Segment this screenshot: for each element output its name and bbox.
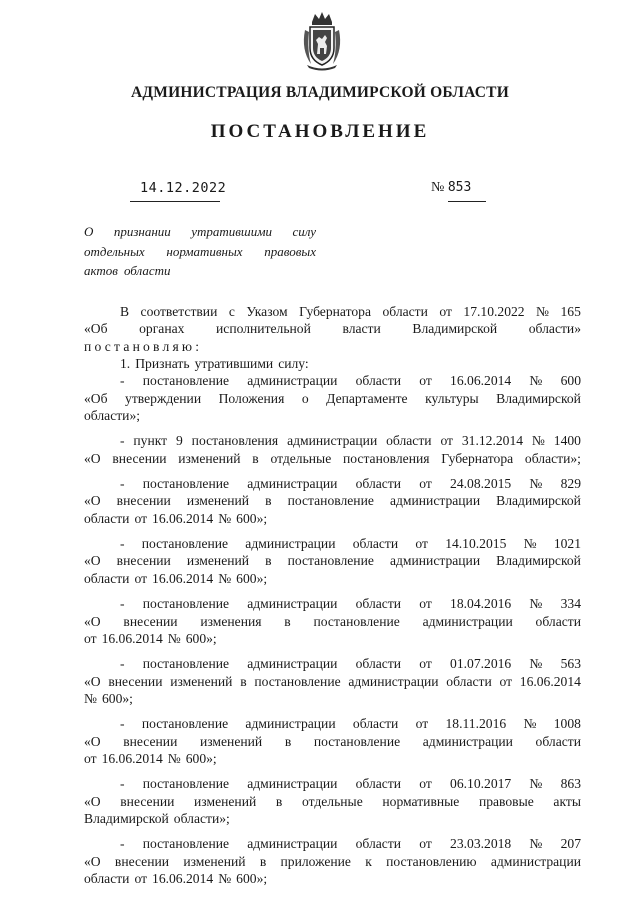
body-line: «О внесении изменений в постановление администрации Владимирской: [84, 553, 581, 569]
organization-name: АДМИНИСТРАЦИЯ ВЛАДИМИРСКОЙ ОБЛАСТИ: [131, 84, 509, 101]
body-line: «Об утверждении Положения о Департаменте культуры Владимирской: [84, 390, 581, 406]
body-line: «О внесении изменений в отдельные нормативные правовые акты: [84, 793, 581, 809]
body-line: № 600»;: [84, 690, 133, 706]
body-line: от 16.06.2014 № 600»;: [84, 750, 217, 766]
body-line: - постановление администрации области от 14.10.2015 № 1021: [120, 536, 581, 552]
paragraph-gap: [84, 707, 581, 715]
subject-line: актов области: [84, 263, 171, 278]
body-line: от 16.06.2014 № 600»;: [84, 630, 217, 646]
body-line: В соответствии с Указом Губернатора области от 17.10.2022 № 165: [120, 304, 581, 319]
paragraph-gap: [84, 647, 581, 655]
paragraph-gap: [84, 424, 581, 432]
paragraph-gap: [84, 767, 581, 775]
coat-of-arms-icon: [299, 10, 345, 72]
body-line: - пункт 9 постановления администрации области от 31.12.2014 № 1400: [120, 433, 581, 449]
body-line: области от 16.06.2014 № 600»;: [84, 870, 268, 886]
body-line: области от 16.06.2014 № 600»;: [84, 570, 268, 586]
document-number: [431, 180, 471, 196]
body-line: - постановление администрации области от 18.04.2016 № 334: [120, 596, 581, 612]
body-line: «О внесении изменения в постановление администрации области: [84, 613, 581, 629]
date-underline: [130, 201, 220, 202]
number-sign: №: [431, 180, 445, 195]
body-line: - постановление администрации области от 06.10.2017 № 863: [120, 776, 581, 792]
body-line: Владимирской области»;: [84, 810, 230, 826]
body-line: области от 16.06.2014 № 600»;: [84, 510, 268, 526]
document-subject: [84, 222, 316, 281]
subject-line: отдельных нормативных правовых: [84, 243, 316, 259]
body-line: - постановление администрации области от 16.06.2014 № 600: [120, 373, 581, 389]
body-line: «О внесении изменений в постановление администрации области: [84, 733, 581, 749]
body-line: «Об органах исполнительной власти Владимирской области»: [84, 321, 581, 337]
paragraph-gap: [84, 587, 581, 595]
paragraph-gap: [84, 467, 581, 475]
document-type: ПОСТАНОВЛЕНИЕ: [210, 121, 430, 142]
paragraph-gap: [84, 827, 581, 835]
body-line: «О внесении изменений в постановление администрации области от 16.06.2014: [84, 673, 581, 689]
body-line: «О внесении изменений в отдельные постановления Губернатора области»;: [84, 450, 581, 466]
document-body: [84, 303, 581, 887]
body-line: - постановление администрации области от 23.03.2018 № 207: [120, 836, 581, 852]
body-line: - постановление администрации области от 01.07.2016 № 563: [120, 656, 581, 672]
number-underline: [448, 201, 486, 202]
paragraph-gap: [84, 527, 581, 535]
body-line: постановляю:: [84, 338, 203, 354]
document-date: 14.12.2022: [140, 180, 227, 196]
body-line: - постановление администрации области от 18.11.2016 № 1008: [120, 716, 581, 732]
body-line: 1. Признать утратившими силу:: [120, 356, 309, 372]
body-line: «О внесении изменений в постановление администрации Владимирской: [84, 493, 581, 509]
body-line: - постановление администрации области от 24.08.2015 № 829: [120, 476, 581, 492]
body-line: области»;: [84, 408, 141, 424]
subject-line: О признании утратившими силу: [84, 224, 316, 239]
number-value: 853: [447, 180, 472, 195]
body-line: «О внесении изменений в приложение к постановлению администрации: [84, 853, 581, 869]
